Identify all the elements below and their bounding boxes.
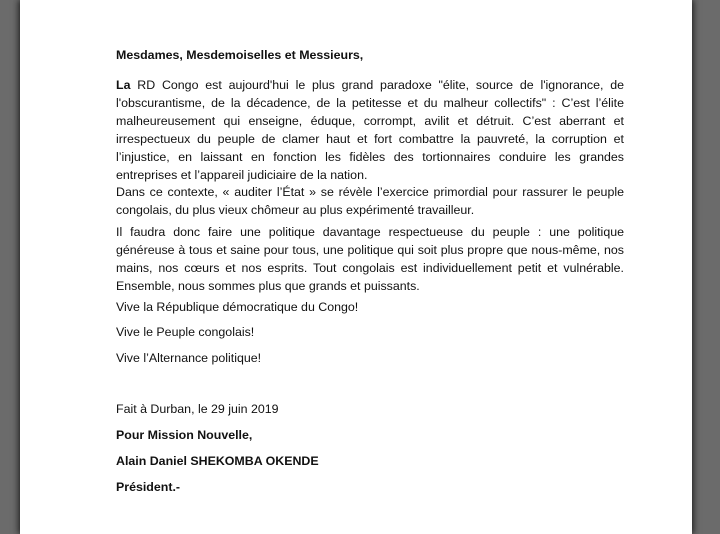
organization-line: Pour Mission Nouvelle, bbox=[116, 428, 253, 442]
signatory-name: Alain Daniel SHEKOMBA OKENDE bbox=[116, 454, 319, 468]
vive-alternance: Vive l’Alternance politique! bbox=[116, 351, 262, 365]
paragraph-intro-lead: La bbox=[116, 78, 131, 92]
document-page bbox=[20, 0, 692, 534]
paragraph-politics: Il faudra donc faire une politique davantage respectueuse du peuple : une politique généreuse à tous et saine pour tous, une politique qui soit plus propre que nous-même, nos mains, nos cœurs et nos esprits. Tout congolais est individuellement petit et vulnérable. Ensemble, nous sommes plus que grands et puissants. bbox=[116, 225, 624, 293]
vive-republique: Vive la République démocratique du Congo! bbox=[116, 300, 359, 314]
paragraph-context: Dans ce contexte, « auditer l’État » se révèle l’exercice primordial pour rassurer le peuple congolais, du plus vieux chômeur au plus expérimenté travailleur. bbox=[116, 185, 624, 217]
salutation: Mesdames, Mesdemoiselles et Messieurs, bbox=[116, 48, 364, 62]
place-date: Fait à Durban, le 29 juin 2019 bbox=[116, 402, 279, 416]
signatory-title: Président.- bbox=[116, 480, 181, 494]
paragraph-intro-body: RD Congo est aujourd'hui le plus grand paradoxe "élite, source de l'ignorance, de l'obscurantisme, de la décadence, de la petitesse et du malheur collectifs" : C’est l’élite malheureusement qui enseigne, éduque, corrompt, avilit et détruit. C’est aberrant et irrespectueux du peuple de clamer haut et fort combattre la pauvreté, la corruption et l’injustice, en laissant en fonction les fidèles des tortionnaires conduire les grandes entreprises et l’appareil judiciaire de la nation. bbox=[116, 78, 624, 182]
paragraph-intro bbox=[116, 76, 624, 184]
vive-peuple: Vive le Peuple congolais! bbox=[116, 325, 255, 339]
